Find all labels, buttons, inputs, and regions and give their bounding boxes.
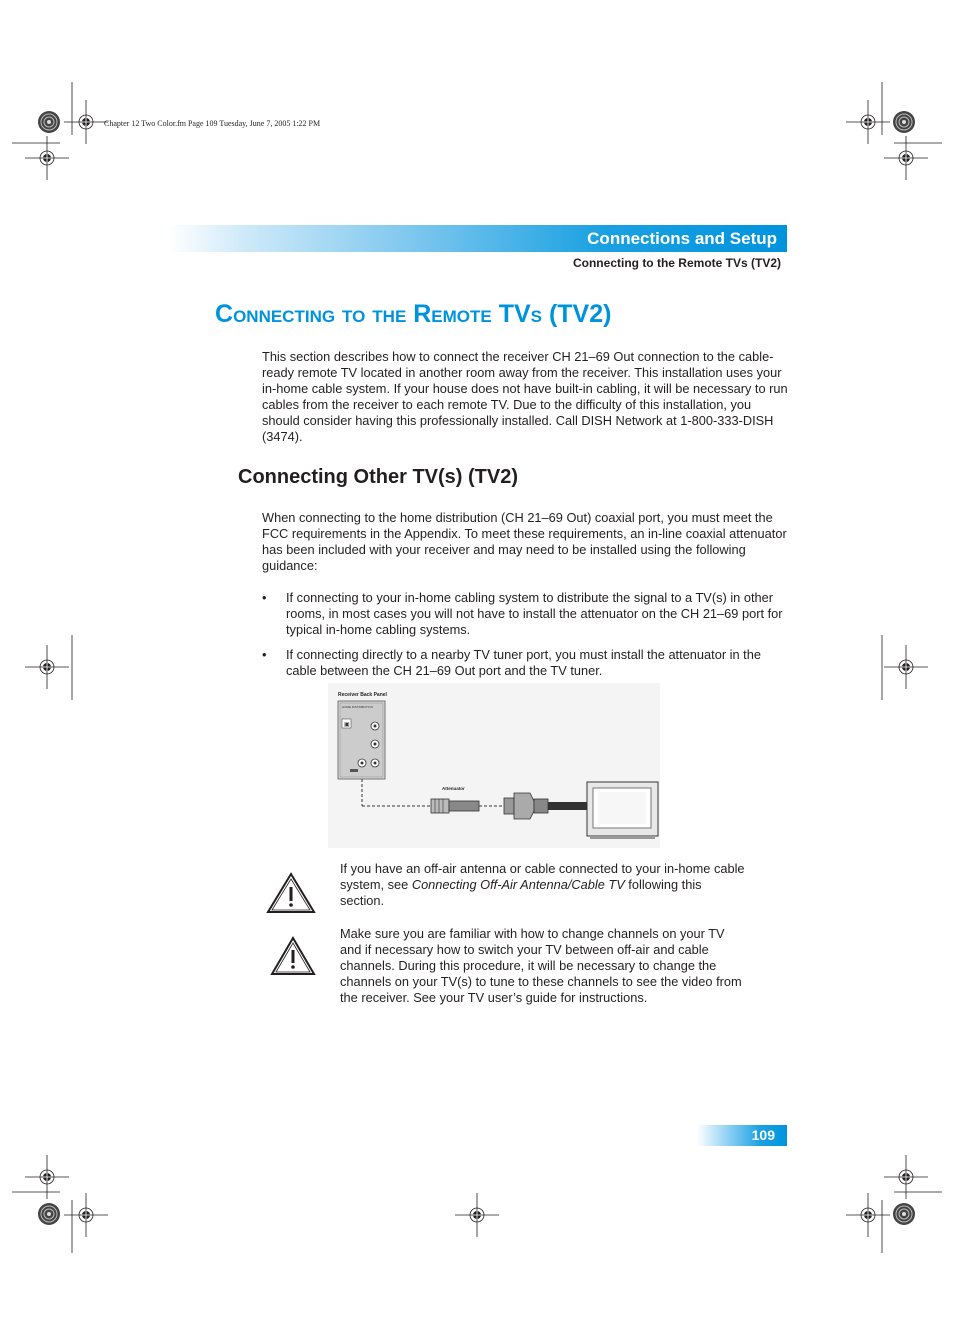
section-header: Connections and Setup — [587, 229, 777, 248]
page-number-bar — [697, 1125, 787, 1146]
title-part: EMOTE — [431, 307, 492, 326]
caution-text-2: Make sure you are familiar with how to change channels on your TV and if necessary how to switch your TV between off-air and cable channels. During this procedure, it will be necessary to change the channels on your TV(s) to tune to these channels to see the video from the receiver. See your TV user’s guide for instructions. — [340, 926, 742, 1005]
bullet-text: If connecting directly to a nearby TV tuner port, you must install the attenuator in the cable between the CH 21–69 Out port and the TV tuner. — [286, 647, 761, 678]
tv-icon — [587, 782, 658, 839]
body-paragraph: When connecting to the home distribution (CH 21–69 Out) coaxial port, you must meet the FCC requirements in the Appendix. To meet these requirements, an in-line coaxial attenuator has been included with your receiver and may need to be installed using the following guidance: — [262, 510, 787, 573]
bullet-text: If connecting to your in-home cabling system to distribute the signal to a TV(s) in other rooms, in most cases you will not have to install the attenuator on the CH 21–69 port for typical in-home cabling systems. — [286, 590, 783, 637]
home-dist-label: HOME DISTRIBUTION — [342, 705, 374, 709]
title-part: C — [215, 300, 234, 328]
page-title — [215, 300, 611, 329]
title-part: ONNECTING — [233, 307, 336, 326]
caution-text-1: If you have an off-air antenna or cable connected to your in-home cable system, see Connecting Off-Air Antenna/Cable TV following this section. — [340, 861, 745, 908]
intro-paragraph: This section describes how to connect the receiver CH 21–69 Out connection to the cable-ready remote TV located in another room away from the receiver. This installation uses your in-home cable system. If your house does not have built-in cabling, it will be necessary to run cables from the receiver to each remote TV. Due to the difficulty of this installation, you should consider having this professionally installed. Call DISH Network at 1-800-333-DISH (3474). — [262, 349, 788, 444]
title-part: R — [413, 300, 432, 328]
page-number: 109 — [751, 1127, 775, 1143]
connection-diagram — [328, 683, 660, 848]
title-part: TV — [498, 300, 531, 328]
svg-text:▣: ▣ — [344, 722, 350, 728]
running-head: Connecting to the Remote TVs (TV2) — [572, 256, 781, 270]
caution-icon — [270, 936, 316, 976]
cross-reference: Connecting Off-Air Antenna/Cable TV — [411, 877, 625, 892]
bullet-marker: • — [262, 590, 267, 605]
bullet-marker: • — [262, 647, 267, 662]
subheading: Connecting Other TV(s) (TV2) — [238, 466, 518, 488]
receiver-label: Receiver Back Panel — [338, 692, 387, 698]
section-header-bar — [168, 225, 787, 252]
print-info: Chapter 12 Two Color.fm Page 109 Tuesday, June 7, 2005 1:22 PM — [104, 119, 321, 128]
title-part: S — [530, 307, 542, 326]
title-part: TO — [342, 307, 366, 326]
attenuator-label: Attenuator — [442, 786, 465, 791]
title-part: (TV2) — [548, 300, 612, 328]
caution-icon — [266, 872, 316, 914]
title-part: THE — [372, 307, 407, 326]
